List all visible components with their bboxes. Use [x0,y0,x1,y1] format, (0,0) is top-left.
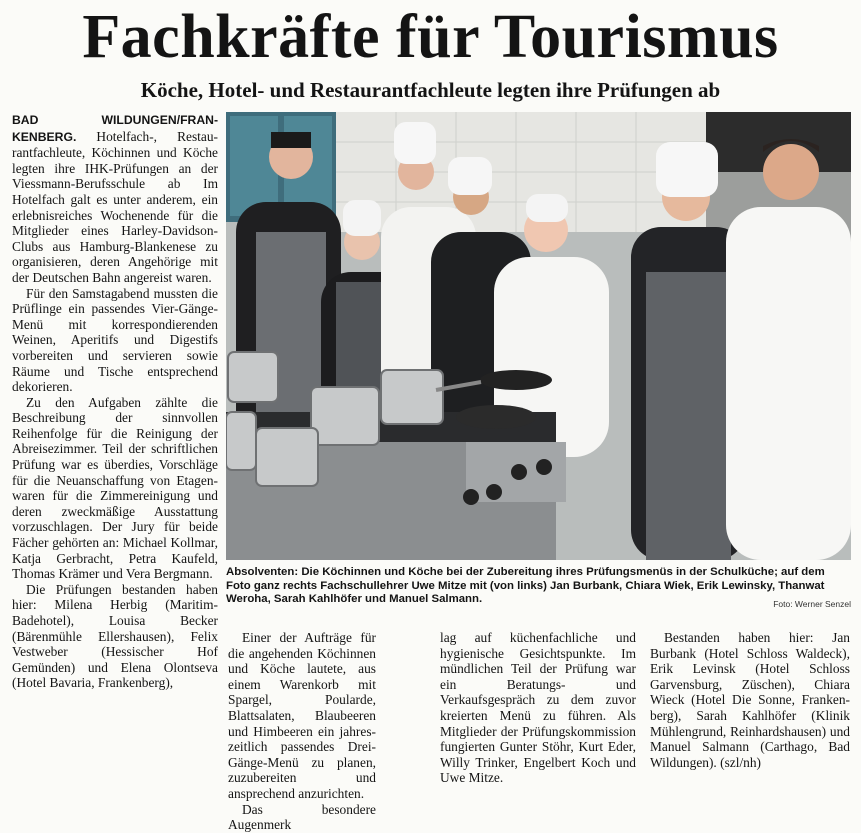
paragraph-text: Hotelfach-, Restaurantfachleute, Köchinnen und Köche legten ihre IHK-Prüfungen an der Viessmann-Berufsschule ab Im Hotelfach galt es unter anderem, ein erlebnisreiches Wochenende für die Mitglieder eines Harley-Davidson-Clubs aus Hamburg-Blankenese zu organisieren, deren Angehörige mit der Deutschen Bahn angereist waren. [12,128,218,285]
article-column-3 [440,630,636,786]
dateline: BAD WILDUNGEN/FRANKENBERG. [12,113,218,144]
article-column-1 [12,112,218,691]
paragraph: Die Prüfungen bestanden haben hier: Milena Herbig (Maritim-Badehotel), Louisa Becker (Bärenmühle Ellershausen), Felix Vestweber (Hessischer Hof Gemünden) und Elena Olontseva (Hotel Bavaria, Frankenberg), [12,581,218,691]
photo-caption: Absolventen: Die Köchinnen und Köche bei der Zubereitung ihres Prüfungsmenüs in der Schulküche; auf dem Foto ganz rechts Fachschullehrer Uwe Mitze mit (von links) Jan Burbank, Chiara Wiek, Erik Lewinsky, Thanwat Weroha, Sarah Kahlhöfer und Manuel Salmann. [226,566,825,606]
paragraph: Einer der Aufträge für die angehenden Köchinnen und Köche lautete, aus einem Warenkorb mit Spargel, Poularde, Blattsalaten, Blaubeeren und Himbeeren ein jahreszeitlich passendes Drei-Gänge-Menü zu planen, zuzubereiten und ansprechend anzurichten. [228,630,376,801]
photo-credit: Foto: Werner Senzel [773,599,851,609]
paragraph: lag auf küchenfachliche und hygienische Gesichtspunkte. Im mündlichen Teil der Prüfung war ein Beratungs- und Verkaufsgespräch zu dem zuvor kreierten Menü zu führen. Als Mitglieder der Prüfungskommission fungierten Gunter Stöhr, Kurt Eder, Willy Trinker, Engelbert Koch und Uwe Mitze. [440,630,636,786]
paragraph: Zu den Aufgaben zählte die Beschreibung der sinnvollen Reihenfolge für die Reinigung der Abreisezimmer. Teil der schriftlichen Prüfung war es überdies, Vorschläge für die Neuanschaffung von Etagenwaren für die Zimmereinigung und deren zweckmäßige Ausstattung vorzuschlagen. Der Jury für beide Fächer gehörten an: Michael Kollmar, Katja Gerbracht, Petra Kaufeld, Thomas Krämer und Vera Bergmann. [12,394,218,582]
paragraph: Bestanden haben hier: Jan Burbank (Hotel Schloss Waldeck), Erik Levinsk (Hotel Schloss Garvensburg, Züschen), Chiara Wieck (Hotel Die Sonne, Frankenberg), Sarah Kahlhöfer (Klinik Mühlengrund, Reinhardshausen) und Manuel Salmann (Carthago, Bad Wildungen). (szl/nh) [650,630,850,770]
paragraph: Für den Samstagabend mussten die Prüflinge ein passendes Vier-Gänge-Menü mit korrespondierenden Weinen, Aperitifs und Digestifs vorbereiten und servieren sowie Räume und Tische entsprechend dekorieren. [12,285,218,395]
headline: Fachkräfte für Tourismus [82,3,779,71]
kitchen-photo-illustration [226,112,851,560]
kitchen-photo [226,112,851,560]
article-column-4 [650,630,850,770]
paragraph: Das besondere Augenmerk [228,801,376,833]
paragraph [12,112,218,286]
subheadline: Köche, Hotel- und Restaurantfachleute legten ihre Prüfungen ab [140,78,721,102]
article-column-2 [228,630,376,833]
